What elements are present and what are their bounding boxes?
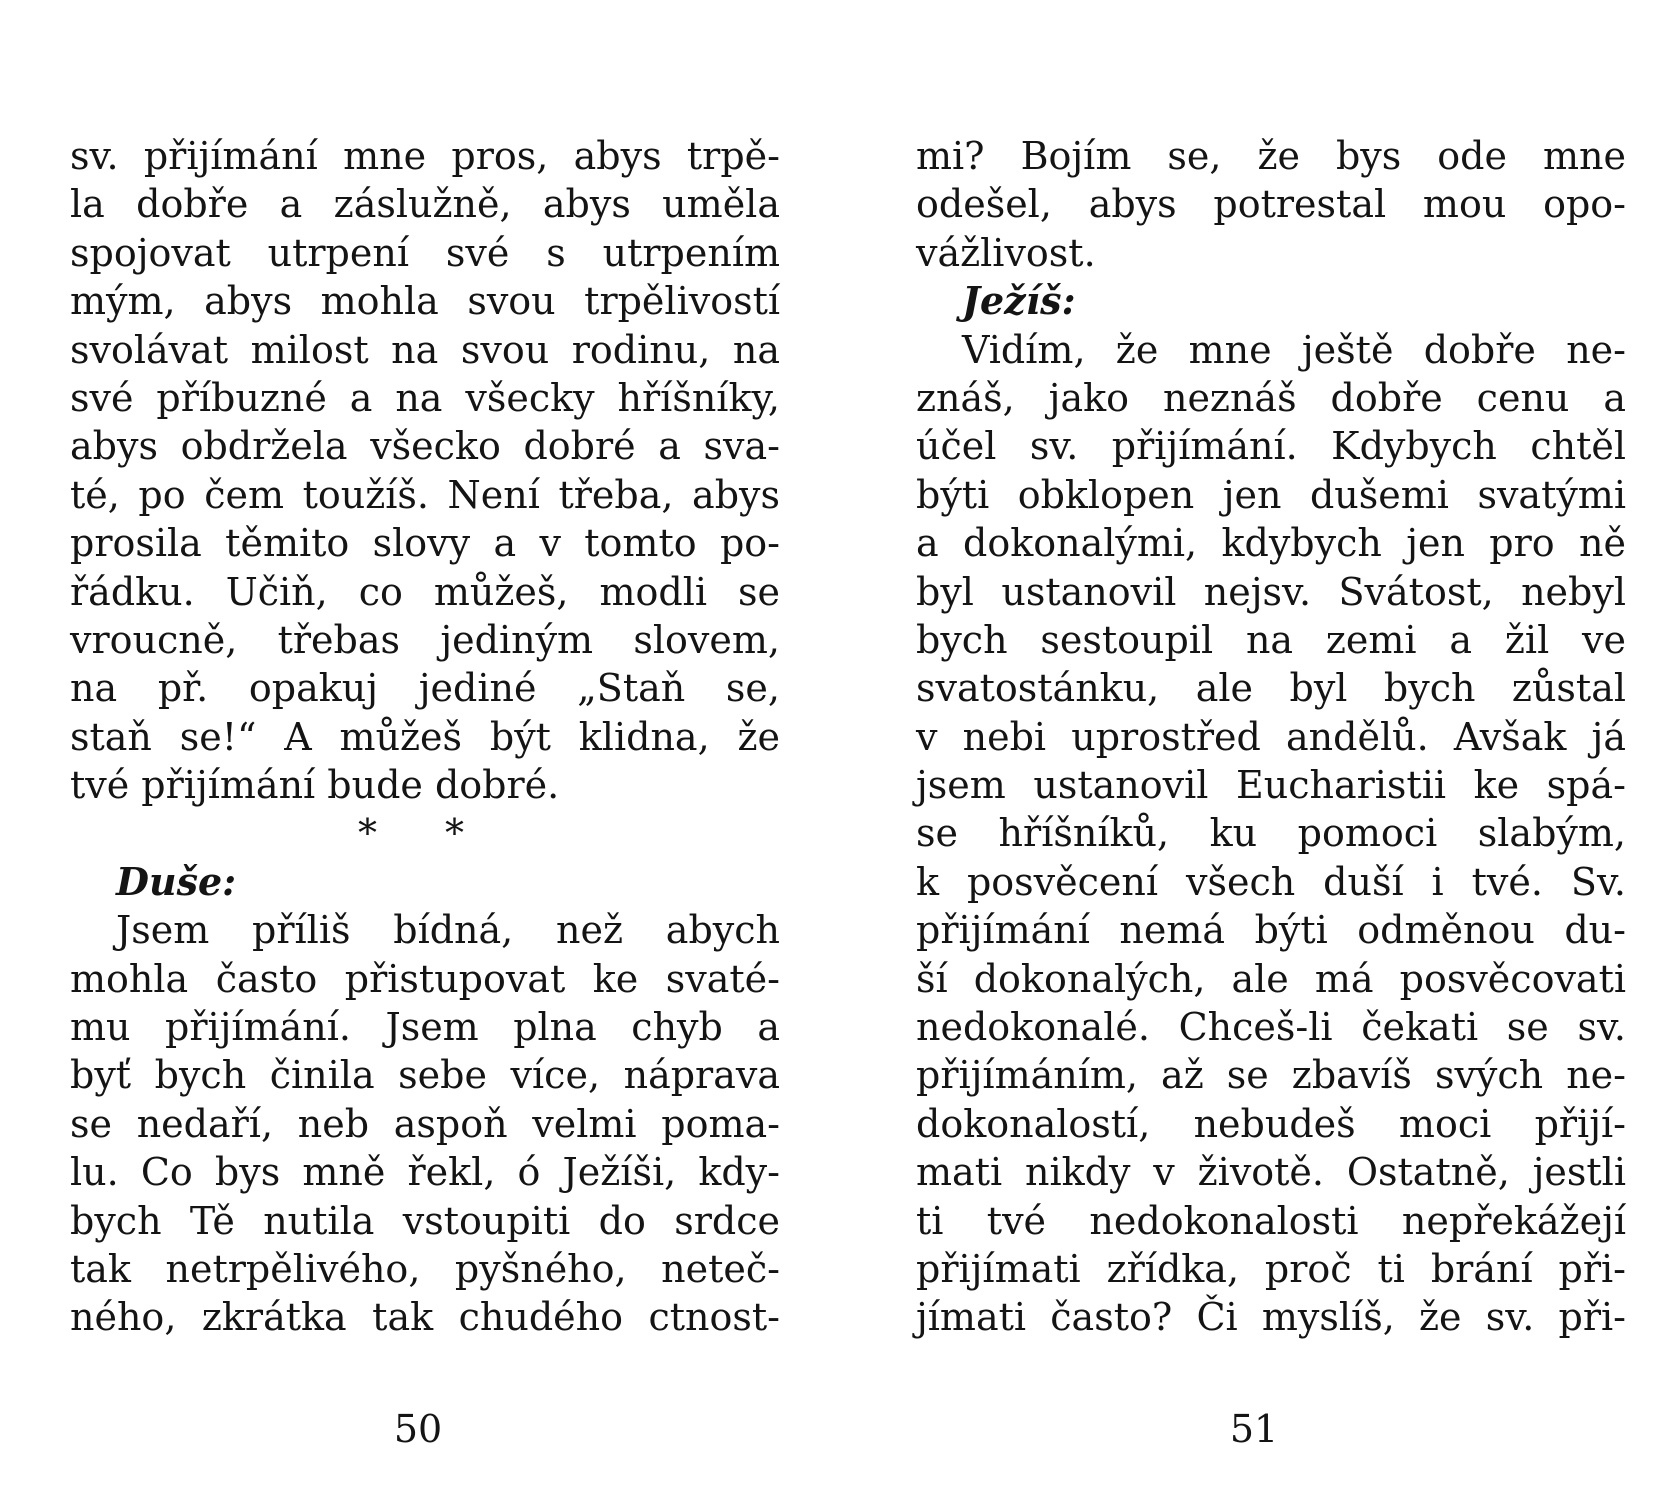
text-line: lu. Co bys mně řekl, ó Ježíši, kdy- <box>70 1150 780 1195</box>
text-line: mým, abys mohla svou trpělivostí <box>70 279 780 324</box>
text-line: Jsem příliš bídná, než abych <box>116 908 780 953</box>
text-line: byť bych činila sebe více, náprava <box>70 1053 780 1098</box>
text-line: staň se!“ A můžeš být klidna, že <box>70 714 780 759</box>
text-line: býti obklopen jen dušemi svatými <box>916 472 1626 517</box>
text-line: mu přijímání. Jsem plna chyb a <box>70 1005 780 1050</box>
text-line: Vidím, že mne ještě dobře ne- <box>962 327 1626 372</box>
text-line: jsem ustanovil Eucharistii ke spá- <box>916 763 1626 808</box>
text-line: vroucně, třebas jediným slovem, <box>70 617 780 662</box>
text-line: účel sv. přijímání. Kdybych chtěl <box>916 424 1626 469</box>
text-line: znáš, jako neznáš dobře cenu a <box>916 375 1626 420</box>
section-separator: * * <box>357 811 493 856</box>
text-line: mati nikdy v životě. Ostatně, jestli <box>916 1150 1626 1195</box>
text-line: vážlivost. <box>916 230 1096 275</box>
text-line: la dobře a záslužně, abys uměla <box>70 182 780 227</box>
text-line: mi? Bojím se, že bys ode mne <box>916 134 1626 178</box>
text-line: bych Tě nutila vstoupiti do srdce <box>70 1198 780 1243</box>
text-line: a dokonalými, kdybych jen pro ně <box>916 521 1626 566</box>
text-line: nedokonalé. Chceš-li čekati se sv. <box>916 1005 1626 1050</box>
text-line: přijímati zřídka, proč ti brání při- <box>916 1246 1626 1291</box>
text-line: přijímání nemá býti odměnou du- <box>916 908 1626 953</box>
text-line: ti tvé nedokonalosti nepřekážejí <box>916 1198 1626 1243</box>
text-line: odešel, abys potrestal mou opo- <box>916 182 1626 227</box>
page-number: 51 <box>1229 1407 1279 1451</box>
text-line: sv. přijímání mne pros, abys trpě- <box>70 134 780 178</box>
page-number: 50 <box>393 1407 443 1451</box>
text-line: řádku. Učiň, co můžeš, modli se <box>70 569 780 614</box>
text-line: se nedaří, neb aspoň velmi poma- <box>70 1101 780 1146</box>
text-line: té, po čem toužíš. Není třeba, abys <box>70 472 780 517</box>
right-page-text <box>916 132 1626 1342</box>
text-line: k posvěcení všech duší i tvé. Sv. <box>916 859 1626 904</box>
text-line: přijímáním, až se zbavíš svých ne- <box>916 1053 1626 1098</box>
text-line: jímati často? Či myslíš, že sv. při- <box>916 1295 1626 1340</box>
text-line: spojovat utrpení své s utrpením <box>70 230 780 275</box>
text-line: v nebi uprostřed andělů. Avšak já <box>916 714 1626 759</box>
text-line: na př. opakuj jediné „Staň se, <box>70 666 780 711</box>
speaker-heading: Ježíš: <box>962 278 1076 324</box>
text-line: ného, zkrátka tak chudého ctnost- <box>70 1295 780 1340</box>
text-line: se hříšníků, ku pomoci slabým, <box>916 811 1626 856</box>
text-line: svolávat milost na svou rodinu, na <box>70 327 780 372</box>
text-line: ší dokonalých, ale má posvěcovati <box>916 956 1626 1001</box>
text-line: tak netrpělivého, pyšného, neteč- <box>70 1246 780 1291</box>
right-page <box>836 0 1672 1500</box>
text-line: své příbuzné a na všecky hříšníky, <box>70 375 780 420</box>
text-line: prosila těmito slovy a v tomto po- <box>70 521 780 566</box>
text-line: byl ustanovil nejsv. Svátost, nebyl <box>916 569 1626 614</box>
text-line: abys obdržela všecko dobré a sva- <box>70 424 780 469</box>
speaker-heading: Duše: <box>116 858 237 904</box>
text-line: tvé přijímání bude dobré. <box>70 763 560 808</box>
text-line: bych sestoupil na zemi a žil ve <box>916 617 1626 662</box>
text-line: svatostánku, ale byl bych zůstal <box>916 666 1626 711</box>
text-line: mohla často přistupovat ke svaté- <box>70 956 780 1001</box>
text-line: dokonalostí, nebudeš moci přijí- <box>916 1101 1626 1146</box>
left-page-text <box>70 132 780 1342</box>
